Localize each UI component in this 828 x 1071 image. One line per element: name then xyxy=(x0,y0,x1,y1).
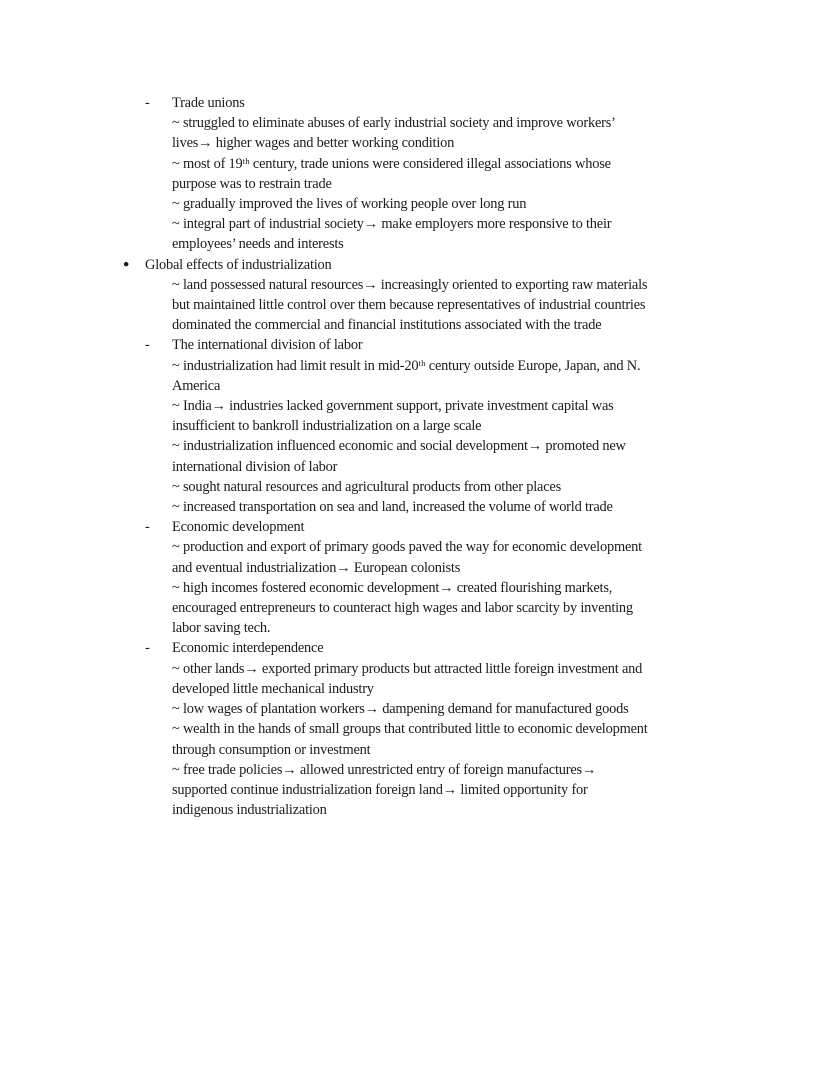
list-item-dash xyxy=(0,335,828,355)
dash-marker: - xyxy=(145,640,150,657)
note-line xyxy=(0,396,828,416)
note-line xyxy=(0,457,828,477)
note-line xyxy=(0,598,828,618)
line-text: lives→ higher wages and better working condition xyxy=(172,135,455,152)
note-line xyxy=(0,376,828,396)
line-text: ~ land possessed natural resources→ increasingly oriented to exporting raw materials xyxy=(172,276,648,293)
line-text: indigenous industrialization xyxy=(172,802,327,819)
line-text: insufficient to bankroll industrialization on a large scale xyxy=(172,418,482,435)
line-text: ~ production and export of primary goods paved the way for economic development xyxy=(172,539,642,556)
note-line xyxy=(0,659,828,679)
note-line xyxy=(0,719,828,739)
line-text: ~ increased transportation on sea and land, increased the volume of world trade xyxy=(172,499,613,516)
line-text: Economic development xyxy=(172,519,305,536)
note-line xyxy=(0,436,828,456)
note-line xyxy=(0,477,828,497)
line-text: ~ most of 19ᵗʰ century, trade unions were considered illegal associations whose xyxy=(172,155,611,172)
note-line xyxy=(0,578,828,598)
line-text: The international division of labor xyxy=(172,337,363,354)
note-line xyxy=(0,154,828,174)
note-line xyxy=(0,618,828,638)
line-text: through consumption or investment xyxy=(172,741,371,758)
note-line xyxy=(0,234,828,254)
dash-marker: - xyxy=(145,519,150,536)
line-text: international division of labor xyxy=(172,458,338,475)
line-text: Economic interdependence xyxy=(172,640,324,657)
note-line xyxy=(0,275,828,295)
note-line xyxy=(0,699,828,719)
line-text: and eventual industrialization→ European colonists xyxy=(172,559,461,576)
note-line xyxy=(0,740,828,760)
bullet-marker: ● xyxy=(123,258,130,270)
line-text: Trade unions xyxy=(172,95,245,111)
list-item-dash xyxy=(0,517,828,537)
line-text: ~ low wages of plantation workers→ dampening demand for manufactured goods xyxy=(172,701,629,718)
note-line xyxy=(0,295,828,315)
note-line xyxy=(0,416,828,436)
note-line xyxy=(0,174,828,194)
line-text: labor saving tech. xyxy=(172,620,271,637)
line-text: Global effects of industrialization xyxy=(145,256,332,273)
line-text: but maintained little control over them because representatives of industrial countries xyxy=(172,297,646,314)
note-line xyxy=(0,558,828,578)
note-line xyxy=(0,356,828,376)
line-text: encouraged entrepreneurs to counteract high wages and labor scarcity by inventing xyxy=(172,600,633,617)
note-line xyxy=(0,194,828,214)
line-text: ~ sought natural resources and agricultural products from other places xyxy=(172,478,561,495)
list-item-dash xyxy=(0,93,828,113)
note-line xyxy=(0,537,828,557)
dash-marker: - xyxy=(145,95,150,111)
note-line xyxy=(0,315,828,335)
note-line xyxy=(0,679,828,699)
line-text: dominated the commercial and financial institutions associated with the trade xyxy=(172,317,602,334)
note-line xyxy=(0,133,828,153)
note-line xyxy=(0,760,828,780)
line-text: ~ free trade policies→ allowed unrestricted entry of foreign manufactures→ xyxy=(172,761,597,778)
line-text: ~ struggled to eliminate abuses of early industrial society and improve workers’ xyxy=(172,115,616,132)
note-line xyxy=(0,780,828,800)
list-item-bullet xyxy=(0,255,828,275)
line-text: ~ other lands→ exported primary products but attracted little foreign investment and xyxy=(172,660,643,677)
notes-list xyxy=(0,93,828,820)
note-line xyxy=(0,497,828,517)
dash-marker: - xyxy=(145,337,150,354)
line-text: ~ integral part of industrial society→ make employers more responsive to their xyxy=(172,216,612,233)
line-text: employees’ needs and interests xyxy=(172,236,344,253)
list-item-dash xyxy=(0,638,828,658)
note-line xyxy=(0,214,828,234)
note-line xyxy=(0,800,828,820)
line-text: supported continue industrialization foreign land→ limited opportunity for xyxy=(172,781,588,798)
line-text: ~ industrialization had limit result in mid-20ᵗʰ century outside Europe, Japan, and N. xyxy=(172,357,641,374)
note-line xyxy=(0,113,828,133)
line-text: America xyxy=(172,377,221,394)
line-text: ~ industrialization influenced economic and social development→ promoted new xyxy=(172,438,626,455)
line-text: ~ India→ industries lacked government support, private investment capital was xyxy=(172,398,614,415)
line-text: ~ wealth in the hands of small groups that contributed little to economic development xyxy=(172,721,648,738)
line-text: developed little mechanical industry xyxy=(172,680,374,697)
line-text: purpose was to restrain trade xyxy=(172,175,332,192)
line-text: ~ high incomes fostered economic development→ created flourishing markets, xyxy=(172,579,613,596)
line-text: ~ gradually improved the lives of working people over long run xyxy=(172,196,527,213)
